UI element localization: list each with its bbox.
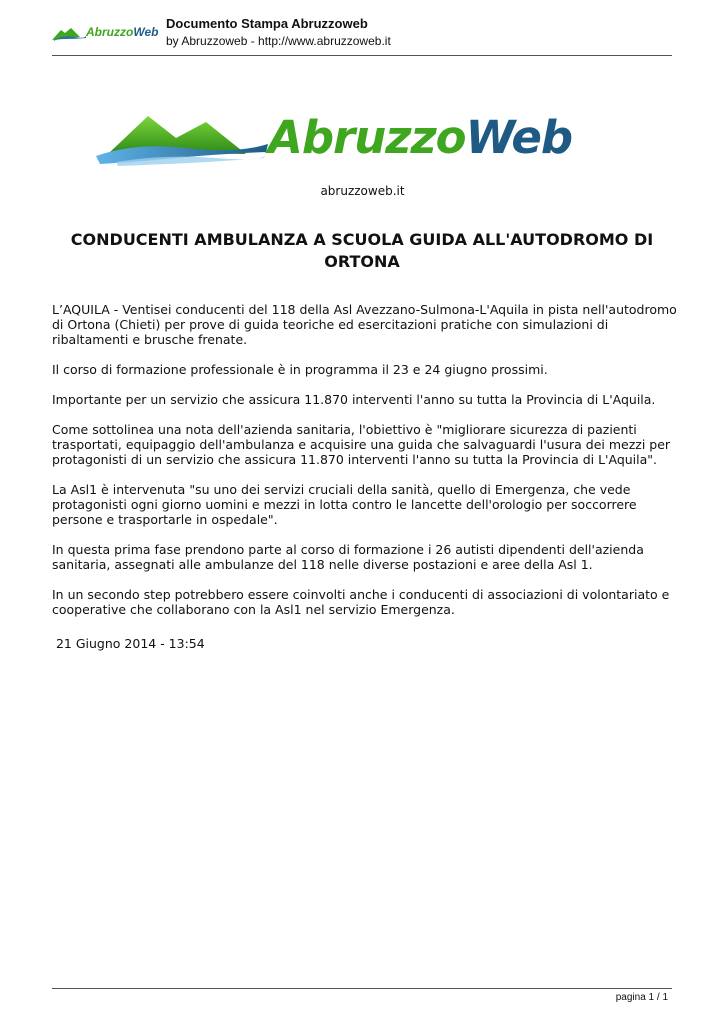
header-logo-text: AbruzzoWeb xyxy=(86,25,159,39)
site-logo xyxy=(96,108,606,172)
article-paragraph: L’AQUILA - Ventisei conducenti del 118 della Asl Avezzano-Sulmona-L'Aquila in pista nell'autodromo di Ortona (Chieti) per prove di guida teoriche ed esercitazioni pratiche con simulazioni di ribaltamenti e brusche frenate. xyxy=(52,302,677,347)
page-footer xyxy=(52,988,672,1003)
header-title: Documento Stampa Abruzzoweb xyxy=(166,16,368,31)
article-paragraph: In un secondo step potrebbero essere coinvolti anche i conducenti di associazioni di volontariato e cooperative che collaborano con la Asl1 nel servizio Emergenza. xyxy=(52,587,670,617)
article-body xyxy=(52,302,677,632)
site-logo-text: AbruzzoWeb xyxy=(268,111,573,164)
mountain-logo-icon xyxy=(96,108,268,172)
header-subtitle: by Abruzzoweb - http://www.abruzzoweb.it xyxy=(166,34,391,48)
article-date: 21 Giugno 2014 - 13:54 xyxy=(52,636,205,651)
article-paragraph: Il corso di formazione professionale è in programma il 23 e 24 giugno prossimi. xyxy=(52,362,548,377)
article-paragraph: Come sottolinea una nota dell'azienda sanitaria, l'obiettivo è "migliorare sicurezza di pazienti trasportati, equipaggio dell'ambulanza e acquisire una guida che salvaguardi l'usura dei mezzi per protagonisti di un servizio che assicura 11.870 interventi l'anno su tutta la Provincia di L'Aquila". xyxy=(52,422,671,467)
header-logo xyxy=(52,20,159,46)
article-paragraph: La Asl1 è intervenuta "su uno dei servizi cruciali della sanità, quello di Emergenza, che vede protagonisti ogni giorno uomini e mezzi in lotta contro le lancette dell'orologio per soccorrere persone e trasportarle in ospedale". xyxy=(52,482,637,527)
article-source: abruzzoweb.it xyxy=(320,184,405,198)
page-header xyxy=(52,14,672,56)
article-paragraph: Importante per un servizio che assicura 11.870 interventi l'anno su tutta la Provincia di L'Aquila. xyxy=(52,392,656,407)
article-paragraph: In questa prima fase prendono parte al corso di formazione i 26 autisti dipendenti dell'azienda sanitaria, assegnati alle ambulanze del 118 nelle diverse postazioni e aree della Asl 1. xyxy=(52,542,644,572)
article-title: CONDUCENTI AMBULANZA A SCUOLA GUIDA ALL'AUTODROMO DI ORTONA xyxy=(70,230,654,271)
page-number: pagina 1 / 1 xyxy=(615,992,668,1003)
mountain-logo-icon xyxy=(52,26,86,42)
